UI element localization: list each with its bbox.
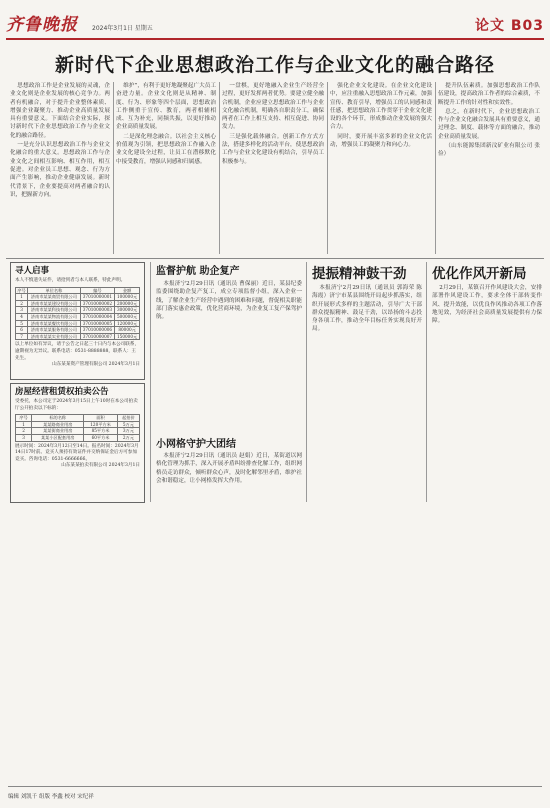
table-row: 1 济南市某某商贸有限公司 37010000001 100000元: [16, 294, 140, 301]
story-headline: 提振精神鼓干劲: [312, 266, 407, 282]
news-story: [156, 452, 302, 512]
editor-credits: 编辑 刘凯千 组版 李鑫 校对 宋纪祥: [8, 794, 94, 800]
story-body: 本报济宁2月29日讯（通讯员 曹保丽）近日，某县纪委监委围绕助企复产复工，成立专项监督小组，深入企业一线，了解企业生产经营中遇到的困难和问题，督促相关职能部门落实惠企政策，优化营商环境，为企业复工复产保驾护航。: [156, 281, 302, 321]
article-paragraph: 思想政治工作是企业发展的灵魂，企业文化则是企业发展的核心竞争力。两者有机融合，对于提升企业整体素质、增强企业凝聚力、推动企业高质量发展具有重要意义。下面结合企业实际，探讨新时代下企业思想政治工作与企业文化的融合路径。: [10, 83, 110, 139]
table-header: 起拍价: [117, 415, 139, 422]
section-divider: [6, 258, 544, 259]
story-headline: 监督护航 助企复产: [156, 266, 240, 277]
table-header: 面积: [84, 415, 118, 422]
story-headline: 小网格守护大团结: [156, 439, 236, 450]
article-paragraph: 提升队伍素质。加强思想政治工作队伍建设，提高政治工作者的综合素质，不断提升工作的针对性和实效性。: [438, 83, 540, 106]
table-header: 单位名称: [28, 287, 80, 294]
table-header: 序号: [17, 287, 26, 293]
notice-title: 房屋经营租赁权拍卖公告: [15, 387, 109, 397]
article-paragraph: 一是充分认识思想政治工作与企业文化融合的重大意义。思想政治工作与企业文化之间相互影响、相互作用，相互促进。对企业员工思想、观念、行为方面产生影响，推动企业健康发展。新时代背景下，企业要提高对两者融合的认识，把握新方向。: [10, 142, 110, 198]
notice-box: [10, 383, 145, 503]
news-story: [156, 280, 302, 430]
notice-body: 以上单位如有异议，请于公告之日起三十日内与本公司联系，逾期视为无异议。联系电话：0531-8888888，联系人：王先生。: [15, 342, 140, 361]
story-headline: 优化作风开新局: [432, 266, 527, 282]
table-row: 2 济南市某某建设有限公司 37010000002 200000元: [16, 300, 140, 307]
article-title: 新时代下企业思想政治工作与企业文化的融合路径: [54, 54, 495, 76]
article-column-1: [10, 82, 110, 254]
article-column-2: [116, 82, 216, 254]
notice-body: 展示时间：2024年3月12日至14日。报名时间：2024年3月14日17时前。竞买人须持有效证件并交纳保证金后方可参加竞买。咨询电话：0531-6666666。: [15, 443, 139, 462]
article-column-4: [330, 82, 432, 254]
table-row: 4 济南市某某物流有限公司 37010000004 500000元: [16, 313, 140, 320]
story-body: 2月29日，某镇召开作风建设大会，安排部署作风建设工作，要求全体干部转变作风、提升效能，以优良作风推动各项工作落地见效，为经济社会高质量发展提供有力保障。: [432, 285, 542, 325]
article-paragraph: 三是强化载体融合。创新工作方式方法，搭建多样化的活动平台，使思想政治工作与企业文化建设有机结合，引导员工积极参与。: [222, 133, 324, 165]
table-row: 2 某某街商业用房 85平方米 3万元: [16, 428, 140, 435]
article-paragraph: 总之，在新时代下，企业思想政治工作与企业文化融合发展具有重要意义，通过理念、制度、载体等方面的融合，推动企业高质量发展。: [438, 108, 540, 140]
table-header: 编号: [80, 287, 115, 294]
notice-footer: 山东某某资产管理有限公司 2024年3月1日: [52, 362, 140, 368]
notice-footer: 山东某某拍卖有限公司 2024年3月1日: [61, 463, 140, 469]
section-label: 论文 B03: [474, 18, 544, 34]
masthead-logo: 齐鲁晚报: [6, 15, 78, 35]
notice-title: 寻人启事: [15, 266, 50, 276]
page-header: [6, 6, 544, 40]
table-row: 7 济南市某某实业有限公司 37010000007 150000元: [16, 333, 140, 340]
news-story: [312, 284, 422, 496]
article-column-5: [438, 82, 540, 254]
article-paragraph: 一盘棋，更好地融入企业生产经营全过程，更好发挥两者优势。要建立健全融合机制，企业应建立思想政治工作与企业文化融合机制，明确各自职责分工，确保两者在工作上相互支持、相互促进、协同发力。: [222, 83, 324, 131]
article-paragraph: 同时，要开展丰富多彩的企业文化活动，增强员工的凝聚力和向心力。: [330, 133, 432, 149]
notice-table: [15, 287, 140, 341]
article-paragraph: 维护”，有利于更好地凝聚起广大员工奋进力量。企业文化则是从精神、制度、行为、形象等四个层面，思想政治工作侧重于宣传、教育，两者相辅相成、互为补充，同频共振，以更好推动企业高质量发展。: [116, 83, 216, 131]
article-column-3: [222, 82, 324, 254]
table-row: 6 济南市某某服务有限公司 37010000006 80000元: [16, 327, 140, 334]
table-row: 3 某某小区配套用房 60平方米 2万元: [16, 434, 140, 441]
table-row: 3 济南市某某科技有限公司 37010000003 300000元: [16, 307, 140, 314]
news-story: [432, 284, 542, 496]
table-row: 5 济南市某某餐饮有限公司 37010000005 120000元: [16, 320, 140, 327]
table-header: 金额: [115, 287, 140, 294]
notice-intro: 本人不慎遗失证件，请拾到者与本人联系，特此声明。: [15, 278, 126, 283]
issue-date: 2024年3月1日 星期五: [92, 25, 153, 32]
notice-box: [10, 262, 145, 380]
article-paragraph: 二是深化理念融合。以社会主义核心价值观为引领，把思想政治工作融入企业文化建设全过程，让员工在潜移默化中接受教育，增强认同感和归属感。: [116, 133, 216, 165]
story-body: 本报济宁2月29日讯（通讯员 郭海荣 陈海霞）济宁市某县围绕开局起步抓落实，组织开展形式多样的主题活动，引导广大干部群众提振精神、鼓足干劲，以昂扬的斗志投身各项工作，推动全年目标任务实现良好开局。: [312, 285, 422, 333]
story-body: 本报济宁2月29日讯（通讯员 赵娟）近日，某街道以网格化管理为抓手，深入开展矛盾纠纷排查化解工作，组织网格员走访群众，倾听群众心声，及时化解邻里矛盾，维护社会和谐稳定，让小网格发挥大作用。: [156, 453, 302, 484]
notice-table: [15, 414, 140, 441]
table-row: 1 某某路商业用房 120平方米 5万元: [16, 421, 140, 428]
notice-intro: 受委托，本公司定于2024年3月15日上午10时在本公司拍卖厅公开拍卖以下标的：: [15, 399, 138, 411]
table-header: 标的名称: [32, 415, 84, 422]
page-footer: [8, 786, 542, 800]
table-header: 序号: [16, 415, 32, 422]
article-paragraph: 强化企业文化建设。在企业文化建设中，应注重融入思想政治工作元素，加强宣传、教育引导，增强员工的认同感和责任感，把思想政治工作贯穿于企业文化建设的各个环节，形成推动企业发展的强大合力。: [330, 83, 432, 131]
article-author: （山东能源集团新汶矿业有限公司 张俭）: [438, 143, 540, 158]
